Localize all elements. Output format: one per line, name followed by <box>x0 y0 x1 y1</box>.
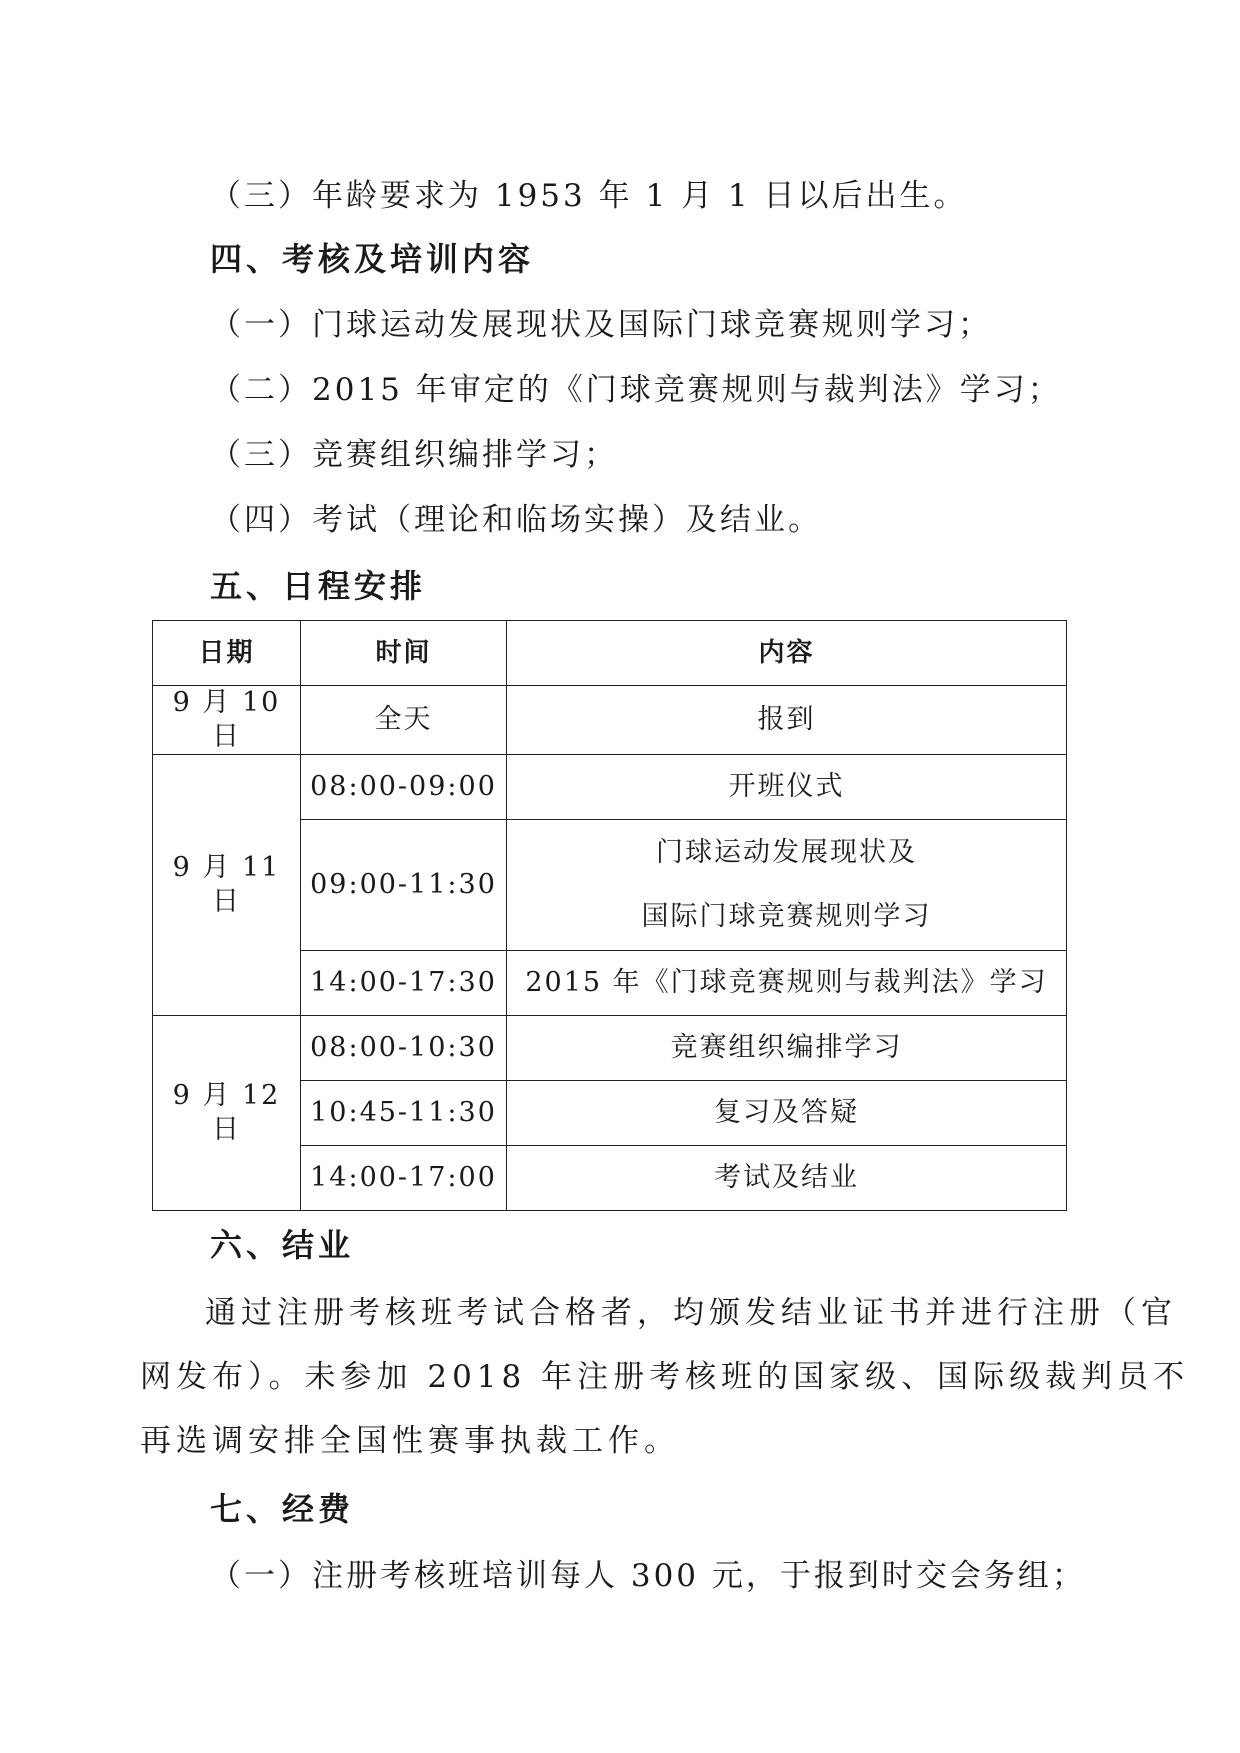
age-requirement-text: （三）年龄要求为 1953 年 1 月 1 日以后出生。 <box>210 178 968 214</box>
column-header-content: 内容 <box>507 621 1067 686</box>
content-text: 国际门球竞赛规则学习 <box>641 901 932 932</box>
table-row <box>153 686 1067 755</box>
content-text: 2015 年《门球竞赛规则与裁判法》学习 <box>525 967 1048 998</box>
time-cell: 14:00-17:30 <box>301 951 507 1016</box>
content-text: 报到 <box>757 704 816 735</box>
content-text: 开班仪式 <box>728 771 845 802</box>
time-cell: 14:00-17:00 <box>301 1146 507 1211</box>
funding-item-1: （一）注册考核班培训每人 300 元，于报到时交会务组； <box>210 1558 1086 1594</box>
content-cell <box>507 820 1067 951</box>
content-text: 复习及答疑 <box>714 1097 859 1128</box>
funding-heading: 七、经费 <box>210 1490 355 1528</box>
column-header-time: 时间 <box>301 621 507 686</box>
content-cell <box>507 1146 1067 1211</box>
content-text: 门球运动发展现状及 <box>656 837 917 868</box>
time-cell: 全天 <box>301 686 507 755</box>
content-cell <box>507 686 1067 755</box>
date-cell: 9 月 12 日 <box>153 1016 301 1211</box>
date-cell: 9 月 10 日 <box>153 686 301 755</box>
assessment-item-4: （四）考试（理论和临场实操）及结业。 <box>210 502 822 538</box>
column-header-date: 日期 <box>153 621 301 686</box>
assessment-item-2: （二）2015 年审定的《门球竞赛规则与裁判法》学习； <box>210 372 1062 408</box>
completion-paragraph-line-1: 通过注册考核班考试合格者，均颁发结业证书并进行注册（官 <box>205 1295 1177 1331</box>
assessment-item-1: （一）门球运动发展现状及国际门球竞赛规则学习； <box>210 307 992 343</box>
schedule-table <box>152 620 1067 1211</box>
date-cell: 9 月 11 日 <box>153 755 301 1016</box>
time-cell: 08:00-09:00 <box>301 755 507 820</box>
table-row <box>153 755 1067 820</box>
time-cell: 08:00-10:30 <box>301 1016 507 1081</box>
completion-paragraph-line-3: 再选调安排全国性赛事执裁工作。 <box>140 1423 680 1459</box>
content-text: 竞赛组织编排学习 <box>670 1032 903 1063</box>
content-text: 考试及结业 <box>714 1162 859 1193</box>
content-cell <box>507 1081 1067 1146</box>
content-cell <box>507 1016 1067 1081</box>
content-cell <box>507 755 1067 820</box>
table-row <box>153 1016 1067 1081</box>
schedule-header-row <box>153 621 1067 686</box>
assessment-heading: 四、考核及培训内容 <box>210 240 535 278</box>
content-cell <box>507 951 1067 1016</box>
completion-paragraph-line-2: 网发布）。未参加 2018 年注册考核班的国家级、国际级裁判员不 <box>140 1359 1190 1395</box>
time-cell: 10:45-11:30 <box>301 1081 507 1146</box>
time-cell: 09:00-11:30 <box>301 820 507 951</box>
schedule-heading: 五、日程安排 <box>210 567 427 605</box>
assessment-item-3: （三）竞赛组织编排学习； <box>210 437 618 473</box>
completion-heading: 六、结业 <box>210 1226 355 1264</box>
